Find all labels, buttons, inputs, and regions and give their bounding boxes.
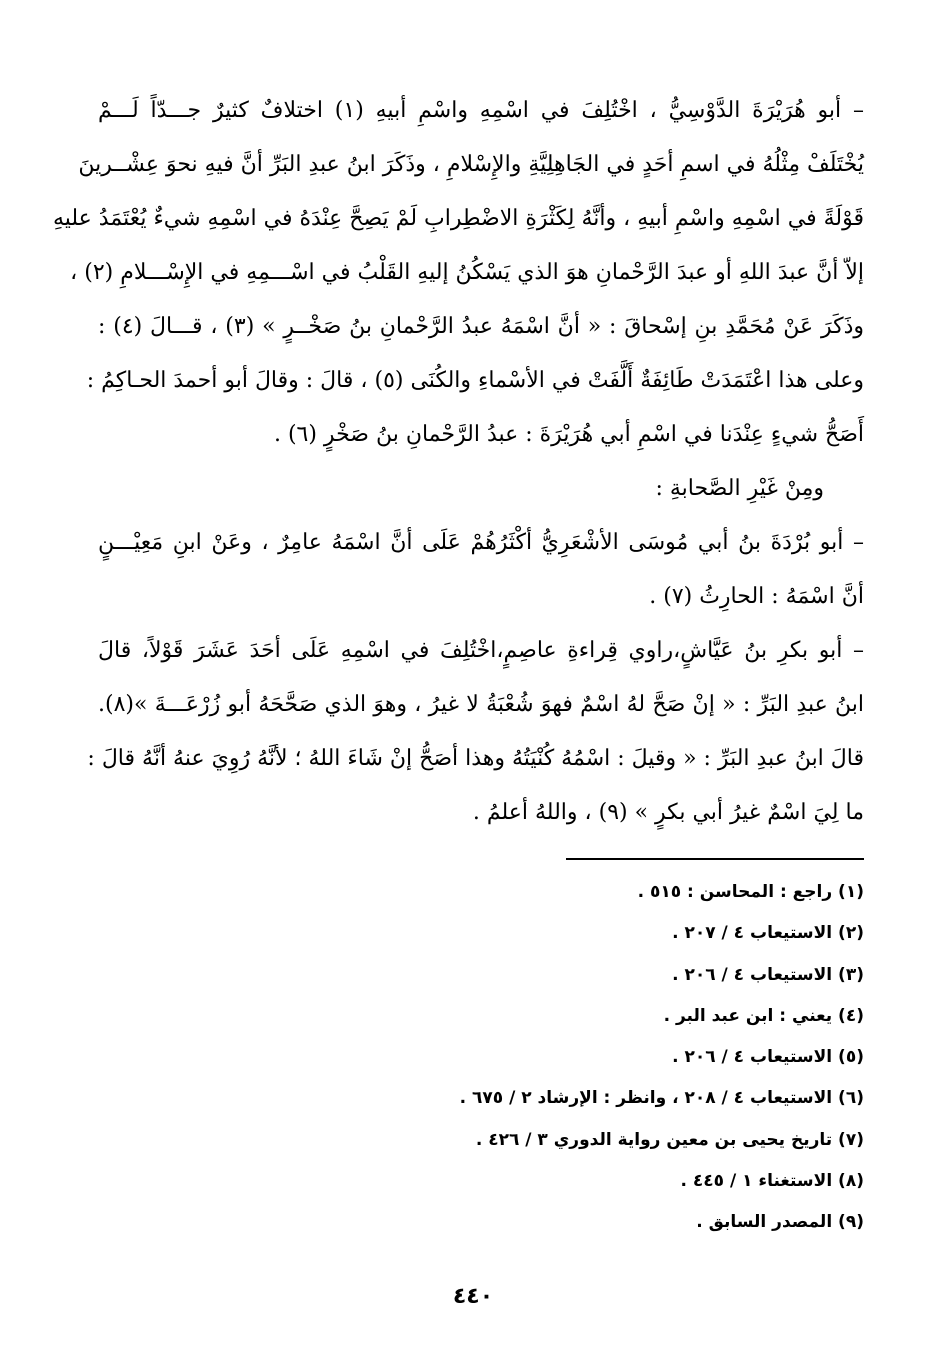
text-line: يُخْتَلَفْ مِثْلُهُ في اسمِ أحَدٍ في الجَاهِلِيَّةِ والإِسْلامِ ، وذَكَرَ ابنُ عبدِ البَرِّ أنَّ فيهِ نحوَ عِشْــرينَ (78, 152, 864, 177)
text-line: – أبو هُرَيْرَةَ الدَّوْسِيُّ ، اخْتُلِفَ في اسْمِهِ واسْمِ أبيهِ (١) اختلافٌ كثيرٌ جـــدّاً لَـــمْ (98, 98, 864, 123)
text-line: ابنُ عبدِ البَرِّ : « إنْ صَحَّ لهُ اسْمٌ فهوَ شُعْبَةُ لا غيرُ ، وهوَ الذي صَحَّحَهُ أبو زُرْعَـــةَ »(٨). (98, 692, 864, 717)
footnote-separator (566, 858, 864, 860)
text-line: – أبو بُرْدَةَ بنُ أبي مُوسَى الأشْعَرِيُّ أكْثَرُهُمْ عَلَى أنَّ اسْمَهُ عامِرٌ ، وعَنْ ابنِ مَعِيْـــنٍ (98, 530, 864, 555)
footnote: (٩) المصدر السابق . (696, 1212, 864, 1233)
footnote: (٦) الاستيعاب ٤ / ٢٠٨ ، وانظر : الإرشاد ٢ / ٦٧٥ . (459, 1088, 864, 1109)
footnote: (٢) الاستيعاب ٤ / ٢٠٧ . (672, 923, 864, 944)
footnote: (٣) الاستيعاب ٤ / ٢٠٦ . (672, 964, 864, 985)
text-line: أنَّ اسْمَهُ : الحارِثُ (٧) . (649, 584, 864, 609)
text-line: وذَكَرَ عَنْ مُحَمَّدِ بنِ إسْحاقَ : « أنَّ اسْمَهُ عبدُ الرَّحْمانِ بنُ صَخْــرٍ » (٣) ، قـــالَ (٤) : (98, 314, 864, 339)
text-line: أَصَحُّ شيءٍ عِنْدَنا في اسْمِ أبي هُرَيْرَةَ : عبدُ الرَّحْمانِ بنُ صَخْرٍ (٦) . (273, 422, 864, 447)
text-line: ما لِيَ اسْمٌ غيرُ أبي بكرٍ » (٩) ، واللهُ أعلمُ . (472, 800, 864, 825)
footnote: (١) راجع : المحاسن : ٥١٥ . (637, 882, 864, 902)
footnote: (٤) يعني : ابن عبد البر . (663, 1005, 864, 1026)
text-line: قَوْلَةً في اسْمِهِ واسْمِ أبيهِ ، وأنَّهُ لِكَثْرَةِ الاضْطِرابِ لَمْ يَصِحَّ عِنْدَهُ في اسْمِهِ شيءٌ يُعْتَمَدُ عليهِ (52, 206, 864, 231)
footnotes (300, 872, 864, 1244)
text-line: وعلى هذا اعْتَمَدَتْ طَائِفَةٌ أَلَّفَتْ في الأسْماءِ والكُنَى (٥) ، قالَ : وقالَ أبو أحمدَ الحـاكِمُ : (86, 368, 864, 393)
page-number: ٤٤٠ (452, 1284, 494, 1309)
footnote: (٥) الاستيعاب ٤ / ٢٠٦ . (672, 1047, 864, 1068)
text-line: – أبو بكرِ بنُ عَيَّاشٍ،راوي قِراءةِ عاصِمٍ،اخْتُلِفَ في اسْمِهِ عَلَى أحَدَ عَشَرَ قَوْلاً، قالَ (98, 638, 864, 663)
section-heading: ومِنْ غَيْرِ الصَّحابةِ : (655, 476, 824, 501)
text-line: قالَ ابنُ عبدِ البَرِّ : « وقيلَ : اسْمُهُ كُنْيَتُهُ وهذا أصَحُّ إنْ شَاءَ اللهُ ؛ لأنَّهُ رُوِيَ عنهُ أنَّهُ قالَ : (87, 746, 864, 771)
main-text (52, 84, 864, 840)
footnote: (٨) الاستغناء ١ / ٤٤٥ . (680, 1171, 864, 1192)
footnote: (٧) تاريخ يحيى بن معين رواية الدوري ٣ / ٤٢٦ . (475, 1129, 864, 1150)
text-line: إلاّ أنَّ عبدَ اللهِ أو عبدَ الرَّحْمانِ هوَ الذي يَسْكُنُ إليهِ القَلْبُ في اسْـــمِهِ في الإِسْـــلامِ (٢) ، (70, 260, 864, 285)
